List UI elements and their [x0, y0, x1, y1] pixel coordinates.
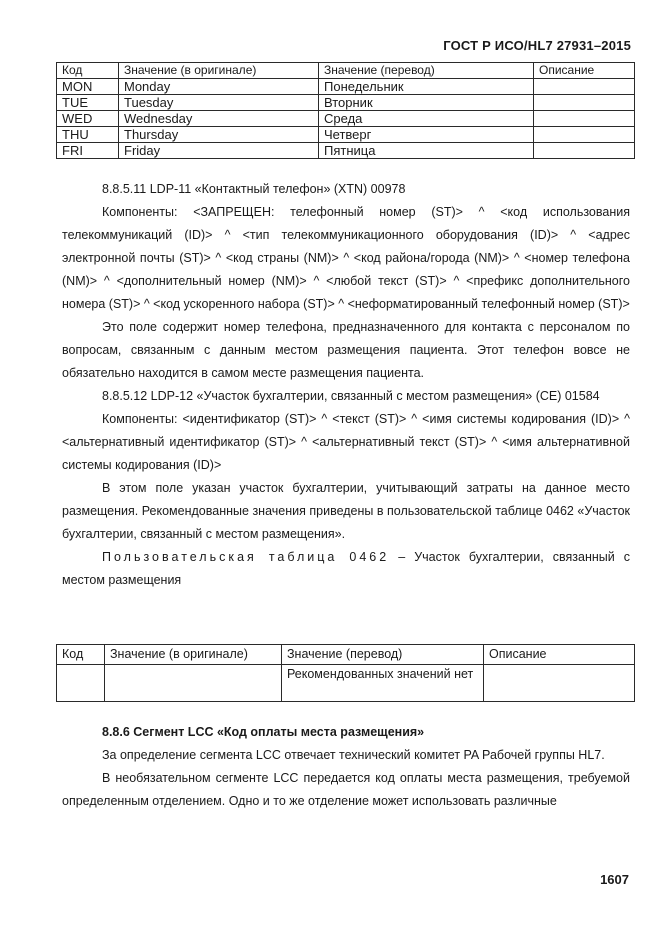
body-text-block-1: [62, 178, 630, 592]
ldp12-components: Компоненты: <идентификатор (ST)> ^ <текст (ST)> ^ <имя системы кодирования (ID)> ^ <альтернативный идентификатор (ST)> ^ <альтернативный текст (ST)> ^ <имя альтернативной системы кодирования (ID)>: [62, 412, 630, 472]
lcc-para-2: В необязательном сегменте LCC передается код оплаты места размещения, требуемой определенным отделением. Одно и то же отделение может использовать различные: [62, 771, 630, 808]
column-header-translation: Значение (перевод): [282, 645, 484, 665]
table-header-row: [57, 63, 635, 79]
ldp12-description: В этом поле указан участок бухгалтерии, учитывающий затраты на данное место размещения. Рекомендованные значения приведены в пользовательской таблице 0462 «Участок бухгалтерии, связанный с местом размещения».: [62, 481, 630, 541]
table-cell: Четверг: [319, 127, 534, 143]
table-cell: MON: [57, 79, 119, 95]
column-header-original: Значение (в оригинале): [119, 63, 319, 79]
table-cell: THU: [57, 127, 119, 143]
table-cell: Monday: [119, 79, 319, 95]
table-cell: FRI: [57, 143, 119, 159]
table-row: [57, 95, 635, 111]
column-header-original: Значение (в оригинале): [105, 645, 282, 665]
column-header-code: Код: [57, 645, 105, 665]
table-cell: Вторник: [319, 95, 534, 111]
table-cell: [534, 95, 635, 111]
table-cell: [57, 665, 105, 702]
column-header-translation: Значение (перевод): [319, 63, 534, 79]
days-code-table: [56, 62, 635, 159]
table-cell: Wednesday: [119, 111, 319, 127]
section-heading-ldp12: 8.8.5.12 LDP-12 «Участок бухгалтерии, связанный с местом размещения» (CE) 01584: [102, 389, 600, 403]
section-heading-lcc: 8.8.6 Сегмент LCC «Код оплаты места размещения»: [102, 725, 425, 739]
document-id: ГОСТ Р ИСО/HL7 27931–2015: [443, 38, 631, 53]
table-row: [57, 127, 635, 143]
table-cell: Thursday: [119, 127, 319, 143]
column-header-code: Код: [57, 63, 119, 79]
table-cell: TUE: [57, 95, 119, 111]
table-cell: [534, 79, 635, 95]
body-text-block-2: [62, 721, 630, 813]
lcc-para-1: За определение сегмента LCC отвечает технический комитет PA Рабочей группы HL7.: [102, 748, 605, 762]
table-cell: WED: [57, 111, 119, 127]
table-row: [57, 143, 635, 159]
table-row: [57, 111, 635, 127]
column-header-description: Описание: [484, 645, 635, 665]
ldp11-description: Это поле содержит номер телефона, предназначенного для контакта с персоналом по вопросам, связанным с данным местом размещения пациента. Этот телефон вовсе не обязательно находится в самом месте размещения пациента.: [62, 320, 630, 380]
column-header-description: Описание: [534, 63, 635, 79]
page-number: 1607: [600, 872, 629, 887]
table-cell: [534, 127, 635, 143]
table-caption-title: Пользовательская таблица 0462: [102, 550, 390, 564]
table-cell: [534, 111, 635, 127]
table-cell: [484, 665, 635, 702]
ldp11-components: Компоненты: <ЗАПРЕЩЕН: телефонный номер (ST)> ^ <код использования телекоммуникаций (ID)> ^ <тип телекоммуникационного оборудования (ID)> ^ <адрес электронной почты (ST)> ^ <код страны (NM)> ^ <код района/города (NM)> ^ <номер телефона (NM)> ^ <дополнительный номер (NM)> ^ <любой текст (ST)> ^ <префикс дополнительного номера (ST)> ^ <код ускоренного набора (ST)> ^ <неформатированный телефонный номер (ST)>: [62, 205, 630, 311]
table-cell: Friday: [119, 143, 319, 159]
table-cell: [534, 143, 635, 159]
table-cell: Среда: [319, 111, 534, 127]
table-caption: [62, 546, 630, 592]
table-cell: Tuesday: [119, 95, 319, 111]
table-caption-subtitle: – Участок бухгалтерии, связанный с местом размещения: [62, 550, 631, 587]
table-cell: [105, 665, 282, 702]
section-heading-ldp11: 8.8.5.11 LDP-11 «Контактный телефон» (XTN) 00978: [102, 182, 406, 196]
dept-code-table: [56, 644, 635, 702]
table-cell: Рекомендованных значений нет: [282, 665, 484, 702]
table-cell: Пятница: [319, 143, 534, 159]
table-row: [57, 665, 635, 702]
table-cell: Понедельник: [319, 79, 534, 95]
table-header-row: [57, 645, 635, 665]
table-row: [57, 79, 635, 95]
